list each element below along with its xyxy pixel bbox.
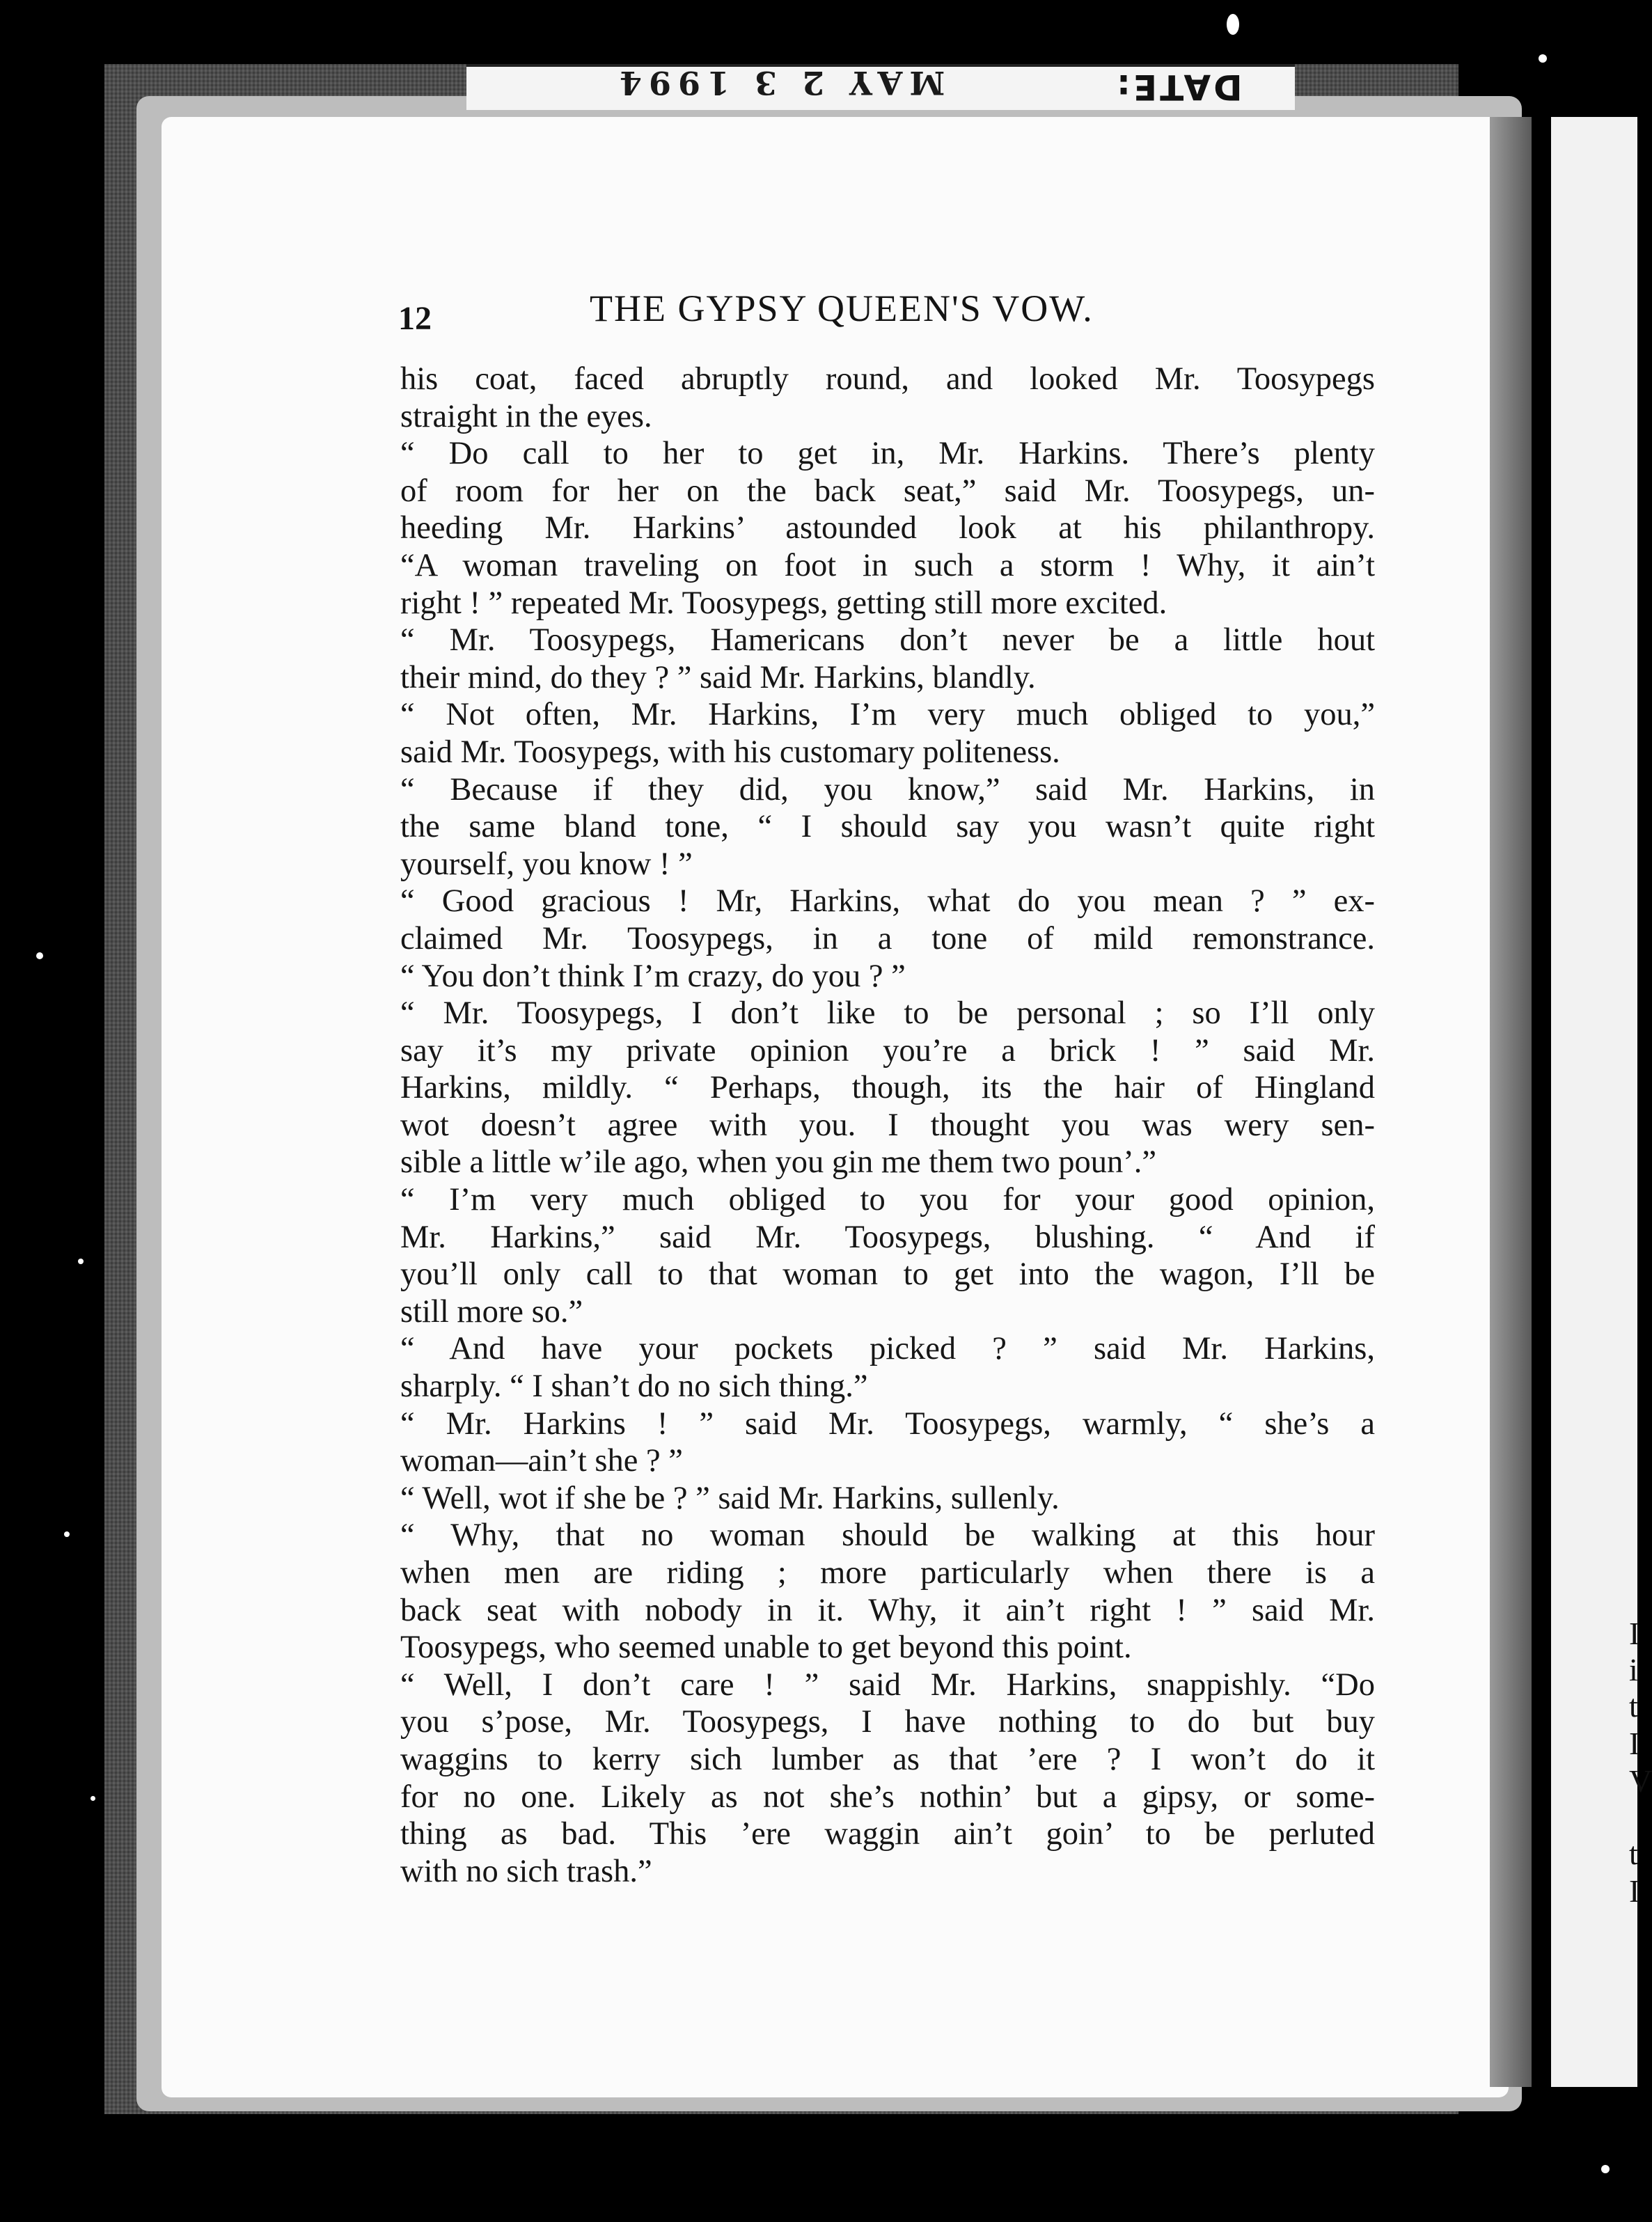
text-line: woman—ain’t she ? ” [400,1443,683,1479]
page-header [398,287,1387,336]
text-line: claimed Mr. Toosypegs, in a tone of mild remonstrance. [400,920,1375,956]
facing-page-letter: t [1629,1688,1638,1724]
text-line: wot doesn’t agree with you. I thought you was wery sen- [400,1107,1375,1143]
text-line: you s’pose, Mr. Toosypegs, I have nothing to do but buy [400,1704,1375,1740]
text-line: “ You don’t think I’m crazy, do you ? ” [400,958,906,994]
facing-page-letter: i [1629,1652,1638,1687]
date-stamp: MAY 2 3 1994 [613,64,945,102]
date-label: DATE: [1114,67,1243,107]
facing-page-letter: t [1629,1836,1638,1871]
text-line: say it’s my private opinion you’re a brick ! ” said Mr. [400,1032,1375,1069]
text-line: their mind, do they ? ” said Mr. Harkins, blandly. [400,659,1036,695]
text-line: of room for her on the back seat,” said Mr. Toosypegs, un- [400,473,1375,509]
text-line: “A woman traveling on foot in such a storm ! Why, it ain’t [400,547,1375,583]
text-line: sharply. “ I shan’t do no sich thing.” [400,1369,868,1405]
text-line: “ Well, wot if she be ? ” said Mr. Harkins, sullenly. [400,1480,1060,1516]
text-line: heeding Mr. Harkins’ astounded look at his philanthropy. [400,510,1375,546]
text-line: with no sich trash.” [400,1853,652,1889]
text-line: Harkins, mildly. “ Perhaps, though, its the hair of Hingland [400,1070,1375,1106]
text-line: “ Do call to her to get in, Mr. Harkins. There’s plenty [400,436,1375,472]
text-line: “ Good gracious ! Mr, Harkins, what do you mean ? ” ex- [400,883,1375,920]
text-line: Toosypegs, who seemed unable to get beyond this point. [400,1630,1132,1666]
text-line: “ Mr. Toosypegs, I don’t like to be personal ; so I’ll only [400,995,1375,1032]
text-line: when men are riding ; more particularly when there is a [400,1555,1375,1591]
text-line: “ Mr. Toosypegs, Hamericans don’t never be a little hout [400,622,1375,659]
page-number: 12 [398,300,432,337]
text-line: still more so.” [400,1293,583,1330]
text-line: “ Well, I don’t care ! ” said Mr. Harkins, snappishly. “Do [400,1666,1375,1703]
text-line: said Mr. Toosypegs, with his customary politeness. [400,734,1060,770]
text-line: “ And have your pockets picked ? ” said Mr. Harkins, [400,1331,1375,1367]
text-line: “ Not often, Mr. Harkins, I’m very much obliged to you,” [400,697,1375,733]
text-line: the same bland tone, “ I should say you wasn’t quite right [400,809,1375,845]
facing-page-letter: I [1629,1726,1640,1761]
text-line: “ Mr. Harkins ! ” said Mr. Toosypegs, warmly, “ she’s a [400,1405,1375,1442]
gutter-shadow [1490,117,1532,2087]
text-line: thing as bad. This ’ere waggin ain’t goin’ to be perluted [400,1816,1375,1852]
text-line: “ Because if they did, you know,” said Mr. Harkins, in [400,771,1375,807]
facing-page-letter: V [1629,1763,1652,1799]
text-line: “ I’m very much obliged to you for your good opinion, [400,1182,1375,1218]
facing-page-edge [1551,117,1640,2087]
text-line: right ! ” repeated Mr. Toosypegs, getting still more excited. [400,585,1167,621]
text-line: for no one. Likely as not she’s nothin’ but a gipsy, or some- [400,1779,1375,1815]
text-line: straight in the eyes. [400,398,652,434]
running-title: THE GYPSY QUEEN'S VOW. [590,287,1094,329]
text-line: yourself, you know ! ” [400,846,693,882]
facing-page-letter: I [1629,1873,1640,1909]
facing-page-letter: I [1629,1616,1640,1651]
text-line: back seat with nobody in it. Why, it ain’t right ! ” said Mr. [400,1592,1375,1628]
text-line: sible a little w’ile ago, when you gin me them two poun’.” [400,1144,1157,1181]
text-line: you’ll only call to that woman to get into the wagon, I’ll be [400,1256,1375,1293]
text-line: “ Why, that no woman should be walking at this hour [400,1518,1375,1554]
text-line: Mr. Harkins,” said Mr. Toosypegs, blushing. “ And if [400,1219,1375,1255]
text-line: his coat, faced abruptly round, and looked Mr. Toosypegs [400,361,1375,397]
text-line: waggins to kerry sich lumber as that ’ere ? I won’t do it [400,1741,1375,1777]
body-text [400,361,1375,1890]
